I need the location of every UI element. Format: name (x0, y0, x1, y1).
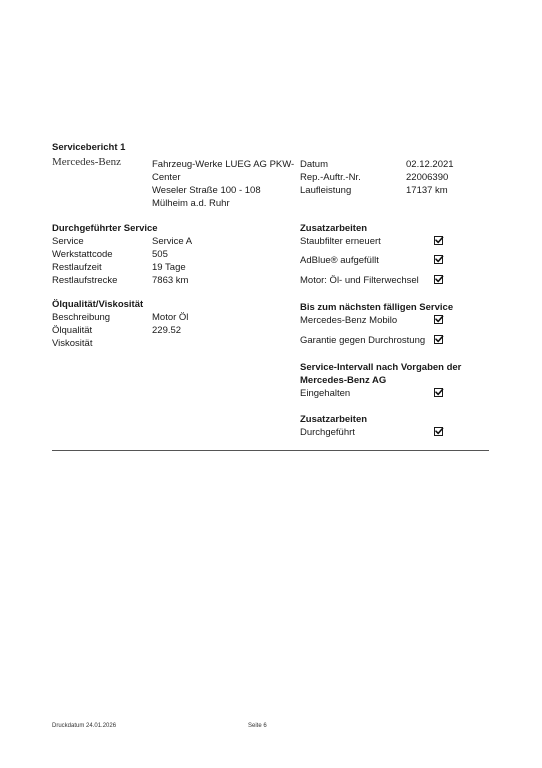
remaining-time-label: Restlaufzeit (52, 262, 102, 273)
date-value: 02.12.2021 (406, 159, 454, 170)
checkbox-icon (434, 315, 443, 324)
extra-work-item-label: Staubfilter erneuert (300, 236, 381, 247)
next-service-heading: Bis zum nächsten fälligen Service (300, 302, 454, 313)
dealer-city: Mülheim a.d. Ruhr (152, 198, 230, 209)
section-divider (52, 450, 489, 451)
checkbox-icon (434, 275, 443, 284)
remaining-distance-label: Restlaufstrecke (52, 275, 118, 286)
next-service-item-label: Mercedes-Benz Mobilo (300, 315, 398, 326)
order-number-label: Rep.-Auftr.-Nr. (300, 172, 361, 183)
mileage-value: 17137 km (406, 185, 448, 196)
checkbox-icon (434, 236, 443, 245)
checkbox-icon (434, 335, 443, 344)
viscosity-label: Viskosität (52, 338, 93, 349)
checkbox-icon (434, 427, 443, 436)
print-date: Druckdatum 24.01.2026 (52, 723, 117, 729)
dealer-name-line-2: Center (152, 172, 181, 183)
date-label: Datum (300, 159, 328, 170)
order-number-value: 22006390 (406, 172, 449, 183)
oil-quality-label: Ölqualität (52, 325, 93, 336)
oil-description-label: Beschreibung (52, 312, 111, 323)
service-value: Service A (152, 236, 193, 247)
dealer-name-line-1: Fahrzeug-Werke LUEG AG PKW- (152, 159, 295, 170)
interval-heading-line-1: Service-Intervall nach Vorgaben der (300, 362, 462, 373)
service-heading: Durchgeführter Service (52, 223, 158, 234)
brand-logo-text: Mercedes-Benz (52, 156, 122, 168)
oil-heading: Ölqualität/Viskosität (52, 299, 144, 310)
workshop-code-value: 505 (152, 249, 168, 260)
service-label: Service (52, 236, 84, 247)
extra-work-item-label: Motor: Öl- und Filterwechsel (300, 275, 419, 286)
workshop-code-label: Werkstattcode (52, 249, 113, 260)
checkbox-icon (434, 255, 443, 264)
extra-work-2-heading: Zusatzarbeiten (300, 414, 368, 425)
mileage-label: Laufleistung (300, 185, 352, 196)
report-title: Servicebericht 1 (52, 142, 126, 153)
extra-work-item-label: AdBlue® aufgefüllt (300, 255, 379, 266)
oil-description-value: Motor Öl (152, 312, 189, 323)
interval-heading-line-2: Mercedes-Benz AG (300, 375, 387, 386)
remaining-distance-value: 7863 km (152, 275, 189, 286)
checkbox-icon (434, 388, 443, 397)
page-number: Seite 6 (248, 723, 267, 729)
interval-item-label: Eingehalten (300, 388, 351, 399)
remaining-time-value: 19 Tage (152, 262, 186, 273)
dealer-street: Weseler Straße 100 - 108 (152, 185, 261, 196)
extra-work-2-item-label: Durchgeführt (300, 427, 355, 438)
extra-work-heading: Zusatzarbeiten (300, 223, 368, 234)
oil-quality-value: 229.52 (152, 325, 182, 336)
next-service-item-label: Garantie gegen Durchrostung (300, 335, 426, 346)
